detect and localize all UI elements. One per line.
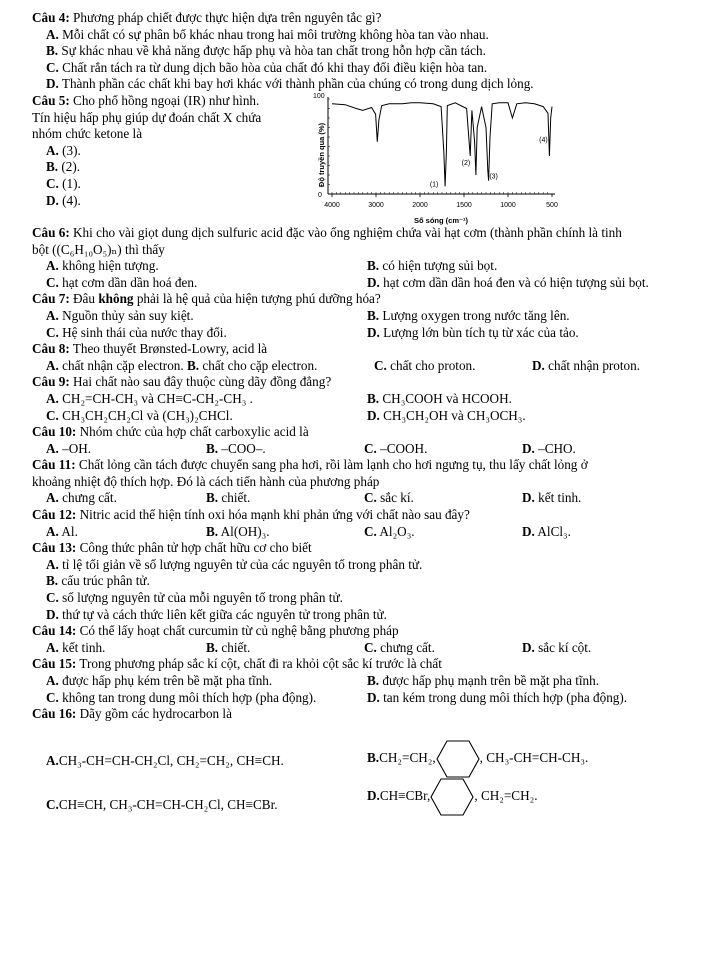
option-text: Al.: [58, 523, 78, 539]
option-text: CH≡CBr,: [379, 788, 431, 804]
option-a: [46, 753, 284, 770]
option-c: [364, 640, 522, 657]
option-letter: C.: [46, 689, 59, 705]
option-letter: B.: [186, 357, 200, 373]
option-letter: D.: [522, 639, 535, 655]
q16-options: [32, 723, 707, 818]
option-a-b: [46, 358, 374, 375]
option-text: Lượng lớn bùn tích tụ từ xác của tảo.: [379, 324, 579, 340]
option-a: [32, 557, 707, 574]
options-row: [32, 490, 707, 507]
question-number: Câu 5:: [32, 92, 70, 108]
option-letter: B.: [206, 440, 219, 456]
x-tick-label: 3000: [368, 201, 384, 209]
option-text: (2).: [58, 159, 81, 175]
question-7: [32, 291, 707, 308]
option-letter: A.: [46, 639, 59, 655]
option-text: Mỗi chất có sự phân bố khác nhau trong hai môi trường không hòa tan vào nhau.: [58, 26, 489, 42]
question-4: [32, 10, 707, 27]
option-text: kết tinh.: [58, 639, 106, 655]
question-text: Nitric acid thể hiện tính oxi hóa mạnh khi phản ứng với chất nào sau đây?: [76, 507, 470, 523]
x-tick-label: 1000: [500, 201, 516, 209]
options-row: [32, 308, 707, 325]
y-tick-label: 100: [313, 92, 325, 100]
option-text: Lượng oxygen trong nước tăng lên.: [379, 307, 570, 323]
option-text: sắc kí cột.: [534, 639, 592, 655]
question-15: [32, 656, 707, 673]
option-b: [367, 391, 512, 408]
question-text: Dãy gồm các hydrocarbon là: [76, 706, 232, 722]
option-text: CH₂=CH-CH₃ và CH≡C-CH₂-CH₃ .: [58, 390, 253, 406]
question-12: [32, 507, 707, 524]
option-letter: D.: [367, 788, 380, 804]
option-a: [46, 258, 367, 275]
option-letter: C.: [46, 407, 59, 423]
question-text: Cho phổ hồng ngoại (IR) như hình.: [69, 92, 260, 108]
option-d: [367, 690, 627, 707]
cyclohexane-ring-icon: [436, 739, 480, 779]
option-text: CH₃CH₂OH và CH₃OCH₃.: [379, 407, 526, 423]
ir-spectrum-line: [332, 103, 552, 187]
option-a: [32, 27, 707, 44]
option-text: cấu trúc phân tử.: [58, 573, 150, 589]
option-text: chiết.: [218, 490, 251, 506]
ir-spectrum-svg: [310, 93, 575, 225]
option-d: [32, 76, 707, 93]
option-text: (4).: [58, 192, 81, 208]
option-d: [32, 607, 707, 624]
option-a: [46, 441, 206, 458]
option-letter: D.: [46, 192, 59, 208]
question-text-cont: khoảng nhiệt độ thích hợp. Đó là cách tiến hành của phương pháp: [32, 473, 380, 489]
option-letter: B.: [46, 573, 59, 589]
peak-label: (3): [489, 173, 498, 181]
option-c: [32, 60, 707, 77]
option-text: chất cho proton.: [386, 357, 476, 373]
option-letter: C.: [364, 490, 377, 506]
option-letter: B.: [367, 673, 380, 688]
option-text: Sự khác nhau về khả năng được hấp phụ và hòa tan chất trong hỗn hợp cần tách.: [58, 43, 486, 59]
option-a: [46, 308, 367, 325]
x-tick-label: 2000: [412, 201, 428, 209]
option-letter: D.: [532, 357, 545, 373]
option-b: [46, 159, 312, 176]
option-text: chiết.: [218, 639, 251, 655]
minor-ticks: [328, 99, 548, 194]
option-b: [367, 739, 588, 779]
option-text: được hấp phụ mạnh trên bề mặt pha tĩnh.: [379, 673, 600, 688]
option-text: Nguồn thủy sản suy kiệt.: [58, 307, 194, 323]
option-letter: B.: [367, 750, 380, 766]
option-b: [367, 258, 497, 275]
option-text: Hệ sinh thái của nước thay đổi.: [58, 324, 227, 340]
option-letter: D.: [522, 490, 535, 506]
option-text: CH₃-CH=CH-CH₂Cl, CH₂=CH₂, CH≡CH.: [58, 752, 284, 768]
question-text: Trong phương pháp sắc kí cột, chất đi ra khỏi cột sắc kí trước là chất: [76, 656, 442, 672]
option-text: CH₃CH₂CH₂Cl và (CH₃)₂CHCl.: [58, 407, 233, 423]
option-letter: D.: [46, 606, 59, 622]
option-d: [367, 275, 649, 292]
option-b: [206, 640, 364, 657]
option-a: [46, 673, 367, 690]
option-text: CH≡CH, CH₃-CH=CH-CH₂Cl, CH≡CBr.: [58, 796, 278, 812]
emphasis-text: không: [98, 291, 134, 307]
option-c: [364, 441, 522, 458]
option-text: có hiện tượng sủi bọt.: [379, 258, 498, 274]
option-letter: C.: [364, 523, 377, 539]
option-text: được hấp phụ kém trên bề mặt pha tĩnh.: [58, 673, 273, 688]
option-letter: B.: [206, 639, 219, 655]
option-letter: B.: [206, 490, 219, 506]
options-row: [32, 640, 707, 657]
option-letter: C.: [46, 274, 59, 290]
options-row: [32, 358, 707, 375]
option-text: Thành phần các chất khi bay hơi khác với thành phần của chúng có trong dung dịch lỏng.: [58, 76, 534, 92]
question-number: Câu 14:: [32, 623, 77, 639]
question-5: [32, 93, 707, 225]
option-b: [32, 43, 707, 60]
options-row: [32, 673, 707, 690]
option-text: tan kém trong dung môi thích hợp (pha động).: [379, 689, 628, 705]
option-d: [532, 358, 640, 375]
x-axis-label: Số sóng (cm⁻¹): [414, 215, 468, 225]
option-letter: C.: [46, 59, 59, 75]
question-text: Phương pháp chiết được thực hiện dựa trên nguyên tắc gì?: [69, 10, 382, 25]
option-text: (1).: [58, 175, 81, 191]
question-number: Câu 4:: [32, 10, 70, 25]
option-a: [46, 524, 206, 541]
option-text: tỉ lệ tối giản về số lượng nguyên tử của các nguyên tố trong phân tử.: [58, 556, 423, 572]
option-text: chất cho cặp electron.: [199, 357, 318, 373]
question-16: [32, 706, 707, 723]
option-c: [364, 524, 522, 541]
options-row: [32, 441, 707, 458]
option-letter: A.: [46, 142, 59, 158]
ir-spectrum-chart: [310, 93, 575, 225]
question-number: Câu 15:: [32, 656, 77, 672]
option-letter: B.: [46, 43, 59, 59]
question-number: Câu 10:: [32, 424, 77, 440]
option-letter: D.: [367, 274, 380, 290]
option-d: [522, 490, 581, 507]
question-6: [32, 225, 707, 242]
option-letter: C.: [374, 357, 387, 373]
option-text: , CH₃-CH=CH-CH₃.: [479, 750, 589, 766]
question-8: [32, 341, 707, 358]
options-row: [32, 690, 707, 707]
option-text: –OH.: [58, 440, 92, 456]
question-number: Câu 16:: [32, 706, 77, 722]
x-tick-label: 4000: [324, 201, 340, 209]
option-c: [32, 590, 707, 607]
option-text: , CH₂=CH₂.: [474, 788, 538, 804]
option-letter: A.: [46, 357, 59, 373]
option-a: [46, 391, 367, 408]
question-10: [32, 424, 707, 441]
question-text-cont: bột ((C₆H₁₀O₅)ₙ) thì thấy: [32, 241, 165, 257]
option-letter: A.: [46, 390, 59, 406]
option-d: [367, 408, 526, 425]
option-letter: A.: [46, 307, 59, 323]
option-c: [364, 490, 522, 507]
question-number: Câu 8:: [32, 341, 70, 357]
question-number: Câu 13:: [32, 540, 77, 556]
options-row: [32, 408, 707, 425]
option-text: AlCl₃.: [534, 523, 571, 539]
option-letter: D.: [522, 440, 535, 456]
y-tick-label: 0: [318, 191, 322, 199]
option-text: Chất rắn tách ra từ dung dịch bão hòa của chất đó khi thay đổi điều kiện hòa tan.: [58, 59, 488, 75]
option-c: [46, 275, 367, 292]
question-11: [32, 457, 707, 474]
option-letter: A.: [46, 523, 59, 539]
option-b: [206, 490, 364, 507]
exam-page: [32, 10, 707, 818]
option-letter: D.: [367, 407, 380, 423]
option-letter: A.: [46, 752, 59, 768]
option-letter: A.: [46, 440, 59, 456]
option-letter: B.: [46, 159, 59, 175]
option-letter: D.: [46, 76, 59, 92]
question-14: [32, 623, 707, 640]
option-letter: B.: [206, 523, 219, 539]
option-letter: A.: [46, 556, 59, 572]
options-row: [32, 524, 707, 541]
x-tick-labels: [324, 194, 558, 209]
option-c: [46, 325, 367, 342]
option-text: (3).: [58, 142, 81, 158]
option-letter: C.: [46, 796, 59, 812]
option-b: [206, 524, 364, 541]
option-b: [367, 308, 570, 325]
option-letter: C.: [364, 440, 377, 456]
question-number: Câu 6:: [32, 224, 70, 240]
option-text: thứ tự và cách thức liên kết giữa các nguyên tử trong phân tử.: [58, 606, 387, 622]
option-letter: A.: [46, 490, 59, 506]
option-text: CH₃COOH và HCOOH.: [379, 390, 512, 406]
option-d: [522, 524, 571, 541]
question-text: Hai chất nào sau đây thuộc cùng dãy đồng đẳng?: [69, 374, 332, 390]
option-letter: D.: [367, 689, 380, 705]
question-number: Câu 11:: [32, 457, 76, 473]
option-a: [46, 640, 206, 657]
question-number: Câu 7:: [32, 291, 70, 307]
question-text: Công thức phân tử hợp chất hữu cơ cho biết: [76, 540, 312, 556]
option-letter: C.: [46, 324, 59, 340]
option-text: số lượng nguyên tử của mỗi nguyên tố trong phân tử.: [58, 590, 343, 606]
option-b: [206, 441, 364, 458]
option-c: [46, 408, 367, 425]
option-text: hạt cơm dần dần hoá đen.: [58, 274, 198, 290]
question-text: Chất lỏng cần tách được chuyển sang pha hơi, rồi làm lạnh cho hơi ngưng tụ, thu lấy chất lỏng ở: [75, 457, 588, 473]
option-c: [46, 797, 278, 814]
question-9: [32, 374, 707, 391]
options-row: [32, 391, 707, 408]
option-letter: C.: [46, 590, 59, 606]
peak-label: (4): [539, 136, 548, 144]
question-number: Câu 12:: [32, 507, 77, 523]
question-text: phải là hệ quả của hiện tượng phú dưỡng hóa?: [133, 291, 381, 307]
option-text: không tan trong dung môi thích hợp (pha động).: [58, 689, 317, 705]
option-letter: A.: [46, 26, 59, 42]
question-text: Có thể lấy hoạt chất curcumin từ củ nghệ bằng phương pháp: [76, 623, 399, 639]
option-text: Al(OH)₃.: [218, 523, 270, 539]
option-letter: C.: [46, 175, 59, 191]
option-b: [32, 573, 707, 590]
option-d: [46, 193, 312, 210]
option-text: hạt cơm dần dần hoá đen và có hiện tượng sủi bọt.: [379, 274, 649, 290]
question-text: Khi cho vài giọt dung dịch sulfuric acid đặc vào ống nghiệm chứa vài hạt cơm (thành phần chính là tinh: [69, 224, 622, 240]
option-text: chất nhận proton.: [544, 357, 641, 373]
question-number: Câu 9:: [32, 374, 70, 390]
question-text: Đâu: [69, 291, 99, 307]
option-c: [374, 358, 532, 375]
option-text: không hiện tượng.: [58, 258, 159, 274]
option-letter: C.: [364, 639, 377, 655]
option-c: [46, 690, 367, 707]
options-row: [32, 275, 707, 292]
option-a: [46, 143, 312, 160]
option-letter: D.: [367, 324, 380, 340]
option-text: –CHO.: [534, 440, 576, 456]
option-text: kết tinh.: [534, 490, 582, 506]
option-letter: D.: [522, 523, 535, 539]
option-letter: B.: [367, 390, 380, 406]
x-tick-label: 500: [546, 201, 558, 209]
option-text: sắc kí.: [376, 490, 414, 506]
option-letter: B.: [367, 307, 380, 323]
y-axis-label: Độ truyền qua (%): [317, 122, 326, 188]
peak-label: (1): [429, 181, 439, 189]
option-letter: A.: [46, 673, 59, 688]
options-row: [32, 325, 707, 342]
question-text: Nhóm chức của hợp chất carboxylic acid là: [76, 424, 309, 440]
option-text: Al₂O₃.: [376, 523, 415, 539]
question-text: Theo thuyết Brønsted-Lowry, acid là: [69, 341, 268, 357]
peak-label: (2): [461, 159, 471, 167]
option-text: chưng cất.: [376, 639, 435, 655]
option-c: [46, 176, 312, 193]
option-d: [522, 640, 591, 657]
option-letter: A.: [46, 258, 59, 274]
option-text: chất nhận cặp electron.: [58, 357, 187, 373]
cyclohexane-ring-icon: [430, 777, 474, 817]
option-b: [367, 673, 599, 690]
option-d: [522, 441, 576, 458]
option-text: chưng cất.: [58, 490, 117, 506]
question-text: nhóm chức ketone là: [32, 126, 143, 142]
option-a: [46, 490, 206, 507]
question-13: [32, 540, 707, 557]
option-text: CH₂=CH₂,: [379, 750, 436, 766]
x-tick-label: 1500: [456, 201, 472, 209]
option-text: –COOH.: [376, 440, 428, 456]
option-text: –COO–.: [218, 440, 266, 456]
option-d: [367, 777, 538, 817]
option-d: [367, 325, 579, 342]
option-letter: B.: [367, 258, 380, 274]
question-text: Tín hiệu hấp phụ giúp dự đoán chất X chứa: [32, 109, 262, 125]
options-row: [32, 258, 707, 275]
